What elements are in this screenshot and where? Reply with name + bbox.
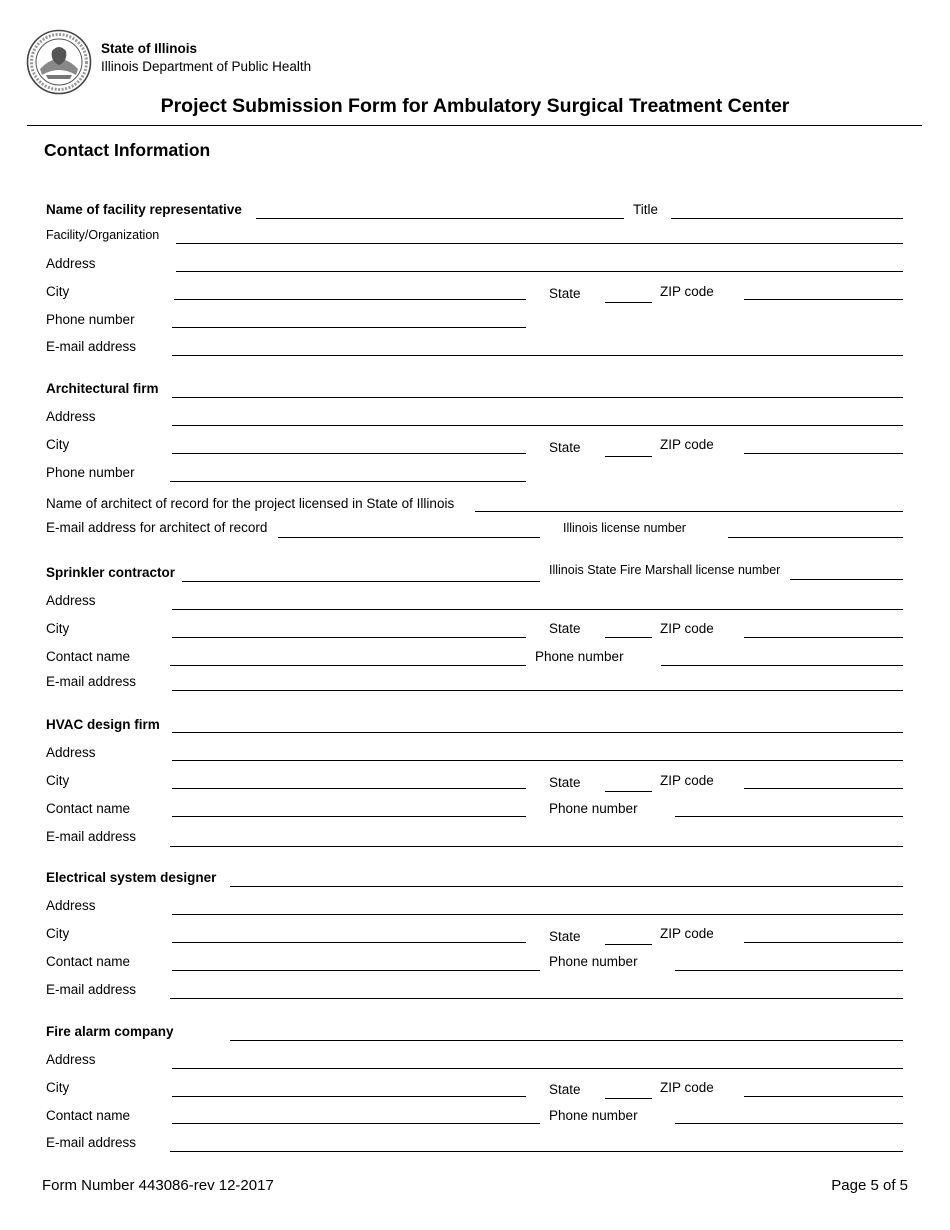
facility-city-label: City bbox=[46, 284, 70, 299]
sprinkler-phone-input[interactable] bbox=[661, 665, 903, 666]
facility-state-input[interactable] bbox=[605, 302, 652, 303]
title-divider bbox=[27, 125, 922, 126]
facility-rep-input[interactable] bbox=[256, 218, 624, 219]
fire-alarm-zip-input[interactable] bbox=[744, 1096, 903, 1097]
hvac-address-label: Address bbox=[46, 745, 96, 760]
hvac-contact-input[interactable] bbox=[172, 816, 526, 817]
sprinkler-zip-input[interactable] bbox=[744, 637, 903, 638]
facility-org-label: Facility/Organization bbox=[46, 228, 160, 242]
hvac-state-input[interactable] bbox=[605, 791, 652, 792]
sprinkler-city-label: City bbox=[46, 621, 70, 636]
arch-state-input[interactable] bbox=[605, 456, 652, 457]
fire-marshall-license-input[interactable] bbox=[790, 579, 903, 580]
header-state-name: State of Illinois bbox=[101, 41, 198, 56]
electrical-state-input[interactable] bbox=[605, 944, 652, 945]
fire-alarm-contact-input[interactable] bbox=[172, 1123, 540, 1124]
fire-alarm-city-input[interactable] bbox=[172, 1096, 526, 1097]
electrical-city-label: City bbox=[46, 926, 70, 941]
fire-alarm-contact-label: Contact name bbox=[46, 1108, 131, 1123]
arch-phone-label: Phone number bbox=[46, 465, 135, 480]
facility-phone-label: Phone number bbox=[46, 312, 135, 327]
facility-zip-label: ZIP code bbox=[660, 284, 714, 299]
sprinkler-email-input[interactable] bbox=[172, 690, 903, 691]
form-title: Project Submission Form for Ambulatory Surgical Treatment Center bbox=[160, 95, 790, 117]
title-input[interactable] bbox=[671, 218, 903, 219]
architect-of-record-label: Name of architect of record for the project licensed in State of Illinois bbox=[46, 496, 455, 511]
hvac-zip-label: ZIP code bbox=[660, 773, 714, 788]
hvac-state-label: State bbox=[549, 775, 581, 790]
electrical-contact-label: Contact name bbox=[46, 954, 131, 969]
sprinkler-contractor-label: Sprinkler contractor bbox=[46, 565, 176, 580]
fire-alarm-phone-input[interactable] bbox=[675, 1123, 903, 1124]
architect-email-label: E-mail address for architect of record bbox=[46, 520, 268, 535]
sprinkler-address-label: Address bbox=[46, 593, 96, 608]
architect-email-input[interactable] bbox=[278, 537, 540, 538]
hvac-firm-input[interactable] bbox=[172, 732, 903, 733]
arch-zip-label: ZIP code bbox=[660, 437, 714, 452]
hvac-address-input[interactable] bbox=[172, 760, 903, 761]
section-heading: Contact Information bbox=[44, 140, 211, 160]
hvac-contact-label: Contact name bbox=[46, 801, 131, 816]
sprinkler-address-input[interactable] bbox=[172, 609, 903, 610]
sprinkler-city-input[interactable] bbox=[172, 637, 526, 638]
sprinkler-state-input[interactable] bbox=[605, 637, 652, 638]
hvac-email-label: E-mail address bbox=[46, 829, 137, 844]
architectural-firm-label: Architectural firm bbox=[46, 381, 159, 396]
sprinkler-zip-label: ZIP code bbox=[660, 621, 714, 636]
fire-alarm-email-label: E-mail address bbox=[46, 1135, 137, 1150]
facility-city-input[interactable] bbox=[174, 299, 526, 300]
arch-city-input[interactable] bbox=[172, 453, 526, 454]
sprinkler-contractor-input[interactable] bbox=[182, 581, 540, 582]
arch-zip-input[interactable] bbox=[744, 453, 903, 454]
hvac-zip-input[interactable] bbox=[744, 788, 903, 789]
arch-address-input[interactable] bbox=[172, 425, 903, 426]
hvac-phone-input[interactable] bbox=[675, 816, 903, 817]
fire-marshall-license-label: Illinois State Fire Marshall license number bbox=[549, 563, 781, 577]
electrical-contact-input[interactable] bbox=[172, 970, 540, 971]
arch-city-label: City bbox=[46, 437, 70, 452]
sprinkler-state-label: State bbox=[549, 621, 581, 636]
electrical-zip-input[interactable] bbox=[744, 942, 903, 943]
fire-alarm-zip-label: ZIP code bbox=[660, 1080, 714, 1095]
hvac-city-label: City bbox=[46, 773, 70, 788]
sprinkler-contact-label: Contact name bbox=[46, 649, 131, 664]
hvac-phone-label: Phone number bbox=[549, 801, 638, 816]
fire-alarm-state-input[interactable] bbox=[605, 1098, 652, 1099]
seal-icon bbox=[26, 29, 92, 95]
facility-org-input[interactable] bbox=[176, 243, 903, 244]
sprinkler-phone-label: Phone number bbox=[535, 649, 624, 664]
state-seal bbox=[26, 29, 92, 95]
facility-email-label: E-mail address bbox=[46, 339, 137, 354]
electrical-phone-label: Phone number bbox=[549, 954, 638, 969]
electrical-address-input[interactable] bbox=[172, 914, 903, 915]
fire-alarm-address-label: Address bbox=[46, 1052, 96, 1067]
facility-state-label: State bbox=[549, 286, 581, 301]
electrical-address-label: Address bbox=[46, 898, 96, 913]
page-number: Page 5 of 5 bbox=[831, 1177, 908, 1194]
il-license-input[interactable] bbox=[728, 537, 903, 538]
electrical-state-label: State bbox=[549, 929, 581, 944]
facility-address-label: Address bbox=[46, 256, 96, 271]
hvac-firm-label: HVAC design firm bbox=[46, 717, 160, 732]
facility-rep-label: Name of facility representative bbox=[46, 202, 242, 217]
sprinkler-email-label: E-mail address bbox=[46, 674, 137, 689]
il-license-label: Illinois license number bbox=[563, 521, 686, 535]
hvac-email-input[interactable] bbox=[170, 846, 903, 847]
facility-phone-input[interactable] bbox=[172, 327, 526, 328]
electrical-email-label: E-mail address bbox=[46, 982, 137, 997]
arch-state-label: State bbox=[549, 440, 581, 455]
fire-alarm-company-input[interactable] bbox=[230, 1040, 903, 1041]
arch-address-label: Address bbox=[46, 409, 96, 424]
form-number: Form Number 443086-rev 12-2017 bbox=[42, 1177, 274, 1194]
sprinkler-contact-input[interactable] bbox=[170, 665, 526, 666]
hvac-city-input[interactable] bbox=[172, 788, 526, 789]
electrical-city-input[interactable] bbox=[172, 942, 526, 943]
fire-alarm-phone-label: Phone number bbox=[549, 1108, 638, 1123]
facility-zip-input[interactable] bbox=[744, 299, 903, 300]
electrical-email-input[interactable] bbox=[170, 998, 903, 999]
architectural-firm-input[interactable] bbox=[172, 397, 903, 398]
fire-alarm-email-input[interactable] bbox=[170, 1151, 903, 1152]
fire-alarm-company-label: Fire alarm company bbox=[46, 1024, 174, 1039]
facility-address-input[interactable] bbox=[176, 271, 903, 272]
header-department-name: Illinois Department of Public Health bbox=[101, 59, 312, 74]
electrical-designer-label: Electrical system designer bbox=[46, 870, 217, 885]
fire-alarm-address-input[interactable] bbox=[172, 1068, 903, 1069]
fire-alarm-city-label: City bbox=[46, 1080, 70, 1095]
fire-alarm-state-label: State bbox=[549, 1082, 581, 1097]
electrical-designer-input[interactable] bbox=[230, 886, 903, 887]
title-label: Title bbox=[633, 202, 659, 217]
electrical-zip-label: ZIP code bbox=[660, 926, 714, 941]
electrical-phone-input[interactable] bbox=[675, 970, 903, 971]
facility-email-input[interactable] bbox=[172, 355, 903, 356]
arch-phone-input[interactable] bbox=[170, 481, 526, 482]
architect-of-record-input[interactable] bbox=[475, 511, 903, 512]
